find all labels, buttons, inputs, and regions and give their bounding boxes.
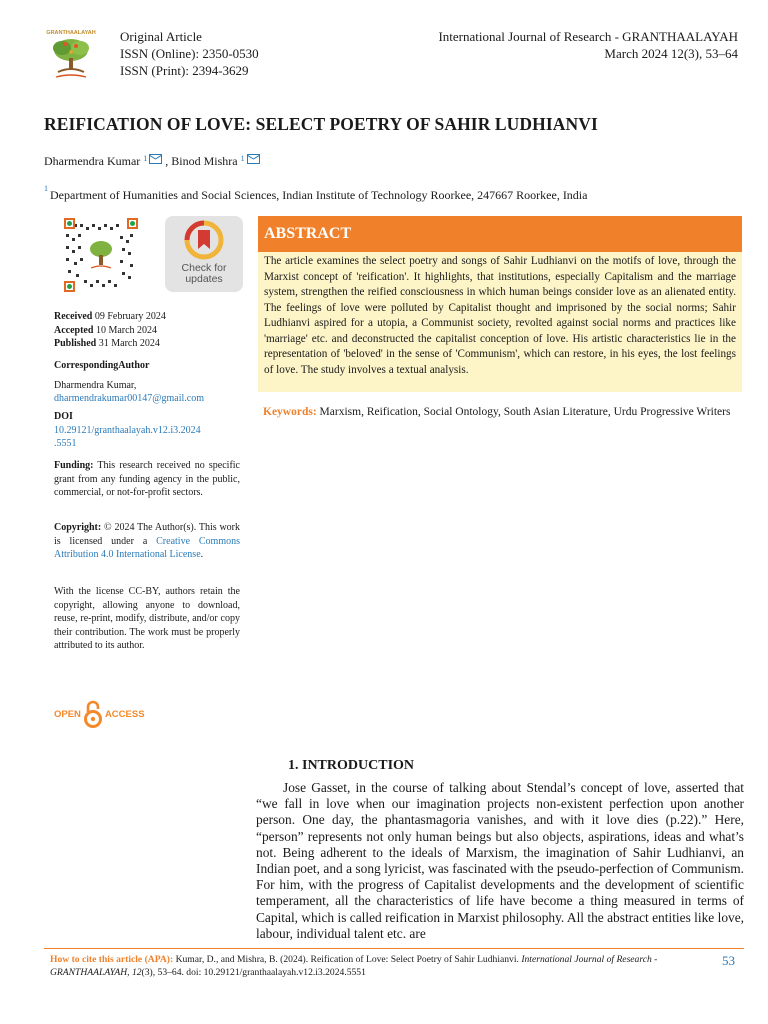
abstract-text: The article examines the select poetry and songs of Sahir Ludhianvi on the motifs of love, through the Marxist concept of 'reification'. It highlights, that institutions, especially Capitalism and the marriage system, strengthen the reified consciousness in which human beings consider love as an alienated entity. The feelings of love were polluted by Capitalist thought and imprisoned by the social norms; Sahir Ludhianvi aspired for a utopia, a Communist society, revolted against social norms and practices like 'marriage' etc. and deconstructed the capitalist conception of love. His artistic characteristics lie in the representation of 'beloved' in the sense of 'Communism', which can restore, in his eyes, the lost feelings of love. The study involves a textual analysis. xyxy=(258,252,742,392)
footer-divider xyxy=(44,948,744,949)
citation-label: How to cite this article (APA): xyxy=(50,954,174,965)
funding-statement xyxy=(54,459,240,500)
citation-footer xyxy=(50,953,700,979)
introduction-paragraph: Jose Gasset, in the course of talking about Stendal’s concept of love, asserted that “we fall in love when our imagination projects non-existent perfection upon another person. One day, the phantasmagoria vanishes, and with it love dies (p.22).” Here, “person” represents not only human beings but also objects, aspirations, ideas and what’s not. Being adherent to the ideals of Marxism, the imagination of Sahir Ludhianvi, an Indian poet, and a song lyricist, was fascinated with the pseudo-perfection of Communism. For him, with the progress of Capitalist developments and the development of scientific temperament, all the characteristics of life have become a thing measured in terms of Capital, which is called reification in Marxist philosophy. All the abstract entities like love, labour, individual talent etc. are xyxy=(256,780,744,941)
funding-text: This research received no specific grant from any funding agency in the public, commercial, or not-for-profit sectors. xyxy=(54,460,240,498)
open-access-right: ACCESS xyxy=(104,708,145,720)
check-for-updates-badge[interactable] xyxy=(165,216,243,292)
copyright-text: © 2024 The Author(s). This work is licensed under a xyxy=(54,522,241,547)
corresponding-author xyxy=(54,359,240,406)
author-affiliation-mark: 1 xyxy=(143,154,148,163)
accepted-date: 10 March 2024 xyxy=(95,324,158,336)
published-date: 31 March 2024 xyxy=(98,338,160,349)
citation-journal: International Journal of Research - GRANTHAALAYAH, 12 xyxy=(50,954,658,978)
issn-online: ISSN (Online): 2350-0530 xyxy=(120,46,259,61)
author-list xyxy=(44,154,263,169)
article-header-left xyxy=(120,28,259,79)
journal-name: International Journal of Research - GRANTHAALAYAH xyxy=(438,29,738,44)
affiliation-mark: 1 xyxy=(44,184,48,193)
issn-print: ISSN (Print): 2394-3629 xyxy=(120,63,249,78)
article-type: Original Article xyxy=(120,29,202,44)
section-heading-introduction: 1. INTRODUCTION xyxy=(288,758,415,773)
corresponding-email-link[interactable]: dharmendrakumar00147@gmail.com xyxy=(54,393,204,404)
open-access-left: OPEN xyxy=(54,708,81,720)
doi-label: DOI xyxy=(54,411,73,422)
article-title: REIFICATION OF LOVE: SELECT POETRY OF SAHIR LUDHIANVI xyxy=(44,114,598,134)
abstract-heading: ABSTRACT xyxy=(258,216,742,252)
doi-link[interactable]: 10.29121/granthaalayah.v12.i3.2024 .5551 xyxy=(54,424,201,449)
journal-issue: March 2024 12(3), 53–64 xyxy=(604,46,738,61)
author-separator: , xyxy=(165,154,169,168)
doi-block xyxy=(54,410,240,451)
corresponding-name: Dharmendra Kumar, xyxy=(54,379,137,391)
copyright-statement: Copyright: © 2024 The Author(s). This work is licensed under a Creative Commons Attribution 4.0 International License. xyxy=(54,522,241,560)
license-link[interactable]: Creative Commons Attribution 4.0 International License xyxy=(54,535,241,560)
author-affiliation-mark: 1 xyxy=(240,154,245,163)
logo-text: GRANTHAALAYAH xyxy=(46,30,96,36)
journal-logo xyxy=(38,22,104,84)
author-name[interactable]: Dharmendra Kumar xyxy=(44,154,141,168)
keywords-label: Keywords: xyxy=(263,406,317,418)
received-date: 09 February 2024 xyxy=(94,311,166,322)
open-lock-icon xyxy=(83,700,103,728)
check-for-updates-label: Check for updates xyxy=(181,262,227,285)
received-label: Received xyxy=(54,311,93,322)
email-icon[interactable] xyxy=(149,154,162,164)
article-dates xyxy=(54,310,240,351)
accepted-label: Accepted xyxy=(54,324,94,336)
funding-label: Funding: xyxy=(54,460,94,471)
qr-code xyxy=(64,218,138,292)
author-name[interactable]: Binod Mishra xyxy=(171,154,238,168)
page-number: 53 xyxy=(722,953,735,968)
article-header-right xyxy=(438,28,738,62)
keywords-text: Marxism, Reification, Social Ontology, South Asian Literature, Urdu Progressive Writers xyxy=(319,406,731,418)
affiliation xyxy=(44,184,588,203)
keywords xyxy=(263,405,733,421)
affiliation-text: Department of Humanities and Social Sciences, Indian Institute of Technology Roorkee, 247667 Roorkee, India xyxy=(50,188,588,202)
citation-text: Kumar, D., and Mishra, B. (2024). Reification of Love: Select Poetry of Sahir Ludhianvi. xyxy=(175,954,519,965)
open-access-logo xyxy=(54,700,154,728)
email-icon[interactable] xyxy=(247,154,260,164)
published-label: Published xyxy=(54,338,97,349)
license-note: With the license CC-BY, authors retain the copyright, allowing anyone to download, reuse, re-print, modify, distribute, and/or copy their contribution. The work must be properly attributed to its author. xyxy=(54,586,240,651)
citation-issue: (3), 53–64. doi: 10.29121/granthaalayah.v12.i3.2024.5551 xyxy=(141,967,366,978)
copyright-label: Copyright: xyxy=(54,522,102,533)
corresponding-label: CorrespondingAuthor xyxy=(54,360,150,371)
